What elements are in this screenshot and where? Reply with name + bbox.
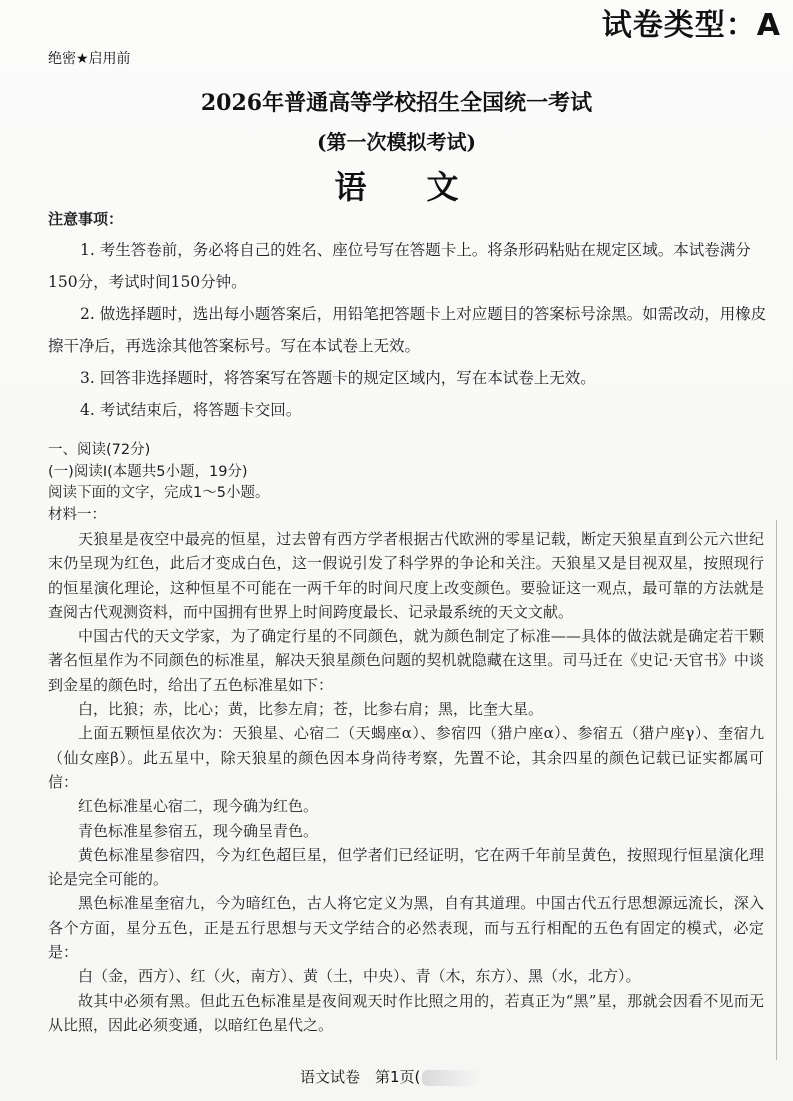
passage-paragraph: 天狼星是夜空中最亮的恒星，过去曾有西方学者根据古代欧洲的零星记载，断定天狼星直到公元六世纪末仍呈现为红色，此后才变成白色，这一假说引发了科学界的争论和关注。天狼星又是目视双星，按照现行的恒星演化理论，这种恒星不可能在一两千年的时间尺度上改变颜色。要验证这一观点，最可靠的方法就是查阅古代观测资料，而中国拥有世界上时间跨度最长、记录最系统的天文文献。 [48,530,764,621]
exam-title: 2026年普通高等学校招生全国统一考试 [200,90,593,116]
footer-smudge [422,1070,482,1086]
exam-subtitle: (第一次模拟考试) [317,130,476,154]
notice-item: 3. 回答非选择题时，将答案写在答题卡的规定区域内，写在本试卷上无效。 [80,369,596,387]
subject-title: 语文 [334,168,519,206]
page-fold-line [776,520,777,1060]
passage-paragraph: 黑色标准星奎宿九，今为暗红色，古人将它定义为黑，自有其道理。中国古代五行思想源远流长，深入各个方面，星分五色，正是五行思想与天文学结合的必然表现，而与五行相配的五色有固定的模式，必定是： [48,894,764,962]
confidential-label: 绝密★启用前 [48,51,131,67]
notice-item: 2. 做选择题时，选出每小题答案后，用铅笔把答题卡上对应题目的答案标号涂黑。如需改动，用橡皮擦干净后，再选涂其他答案标号。写在本试卷上无效。 [48,305,767,355]
exam-type-label: 试卷类型：A [601,8,781,43]
passage-paragraph: 故其中必须有黑。但此五色标准星是夜间观天时作比照之用的，若真正为“黑”星，那就会因看不见而无从比照，因此必须变通，以暗红色星代之。 [48,991,764,1034]
notice-list [48,234,768,426]
instruction-text: 阅读下面的文字，完成1～5小题。 [48,485,270,501]
passage-paragraph: 中国古代的天文学家，为了确定行星的不同颜色，就为颜色制定了标准——具体的做法就是确定若干颗著名恒星作为不同颜色的标准星，解决天狼星颜色问题的契机就隐藏在这里。司马迁在《史记·天官书》中谈到金星的颜色时，给出了五色标准星如下： [48,627,764,694]
notice-item: 4. 考试结束后，将答题卡交回。 [80,401,302,419]
notice-item: 1. 考生答卷前，务必将自己的姓名、座位号写在答题卡上。将条形码粘贴在规定区域。本试卷满分150分，考试时间150分钟。 [48,241,751,291]
reading-passage [48,527,764,1037]
passage-paragraph: 白（金，西方）、红（火，南方）、黄（土，中央）、青（木，东方）、黑（水，北方）。 [78,967,641,986]
page-footer [300,1066,482,1087]
material-label: 材料一： [48,506,106,523]
passage-paragraph: 红色标准星心宿二，现今确为红色。 [78,797,319,816]
notice-heading: 注意事项： [48,210,124,228]
passage-paragraph: 上面五颗恒星依次为：天狼星、心宿二（天蝎座α）、参宿四（猎户座α）、参宿五（猎户座γ）、奎宿九（仙女座β）。此五星中，除天狼星的颜色因本身尚待考察，先置不论，其余四星的颜色记载已证实都属可信： [48,724,764,791]
part-heading: 一、阅读(72分) [48,442,151,458]
passage-paragraph: 白，比狼；赤，比心；黄，比参左肩；苍，比参右肩；黑，比奎大星。 [78,700,544,719]
reading-section-header [48,440,768,526]
sub-heading: (一)阅读Ⅰ(本题共5小题，19分) [48,463,248,480]
passage-paragraph: 黄色标准星参宿四，今为红色超巨星，但学者们已经证明，它在两千年前呈黄色，按照现行恒星演化理论是完全可能的。 [48,845,764,889]
passage-paragraph: 青色标准星参宿五，现今确呈青色。 [78,821,319,840]
footer-label: 语文试卷 第1页( [300,1068,421,1086]
